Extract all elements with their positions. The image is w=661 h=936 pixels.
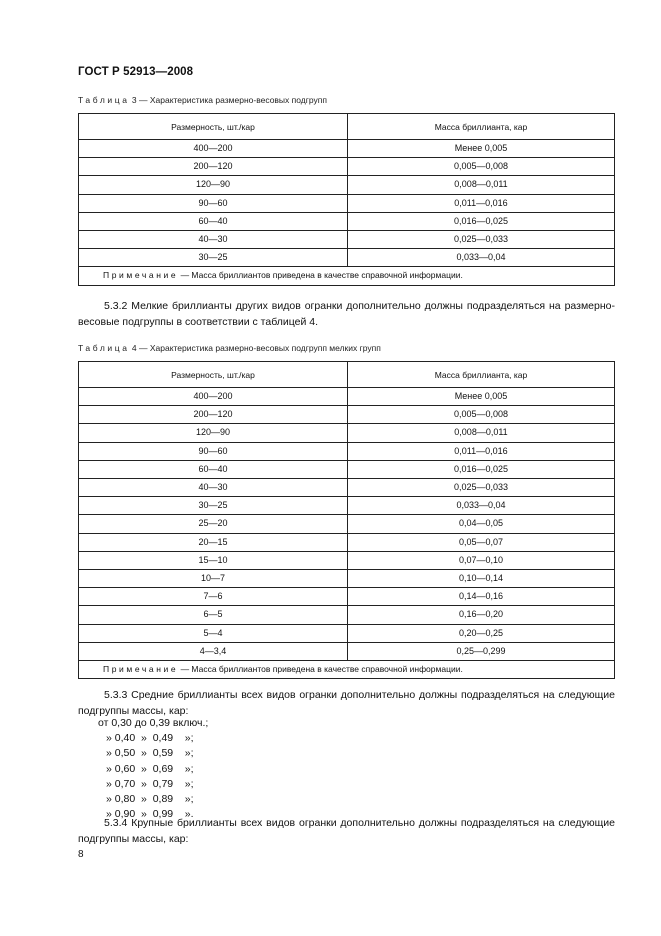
size-cell: 30—25 xyxy=(79,497,348,515)
table-row xyxy=(79,249,615,267)
paragraph-5-3-3: 5.3.3 Средние бриллианты всех видов огранки дополнительно должны подразделяться на следующие подгруппы массы, кар: xyxy=(78,689,615,717)
mass-cell: 0,033—0,04 xyxy=(348,249,615,267)
mass-cell: 0,07—0,10 xyxy=(348,551,615,569)
table-row xyxy=(79,570,615,588)
list-item: » 0,90 » 0,99 ». xyxy=(106,808,194,821)
note-text: — Масса бриллиантов приведена в качестве справочной информации. xyxy=(178,270,463,281)
table-header-row xyxy=(79,362,615,388)
paragraph-5-3-4: 5.3.4 Крупные бриллианты всех видов огранки дополнительно должны подразделяться на следующие подгруппы массы, кар: xyxy=(78,817,615,845)
mass-cell: 0,033—0,04 xyxy=(348,497,615,515)
table-row xyxy=(79,624,615,642)
table-note-row xyxy=(79,267,615,285)
table-4-caption xyxy=(78,343,381,353)
table-note xyxy=(79,267,615,285)
table-row xyxy=(79,231,615,249)
size-cell: 60—40 xyxy=(79,212,348,230)
table-row xyxy=(79,497,615,515)
size-cell: 10—7 xyxy=(79,570,348,588)
list-item: » 0,60 » 0,69 »; xyxy=(106,762,194,775)
note-label: Примечание xyxy=(103,664,179,675)
list-item: » 0,40 » 0,49 »; xyxy=(106,732,194,745)
table-note xyxy=(79,661,615,679)
table-row xyxy=(79,176,615,194)
mass-cell: 0,10—0,14 xyxy=(348,570,615,588)
table-row xyxy=(79,424,615,442)
size-cell: 400—200 xyxy=(79,140,348,158)
size-cell: 200—120 xyxy=(79,406,348,424)
size-cell: 30—25 xyxy=(79,249,348,267)
size-cell: 4—3,4 xyxy=(79,642,348,660)
mass-cell: 0,011—0,016 xyxy=(348,194,615,212)
mass-cell: 0,05—0,07 xyxy=(348,533,615,551)
list-item: » 0,80 » 0,89 »; xyxy=(106,793,194,806)
table-row xyxy=(79,551,615,569)
mass-cell: 0,25—0,299 xyxy=(348,642,615,660)
table-row xyxy=(79,642,615,660)
table-header-row xyxy=(79,114,615,140)
table-4-caption-text: 4 — Характеристика размерно-весовых подгрупп мелких групп xyxy=(129,343,381,353)
table-row xyxy=(79,140,615,158)
table-3-caption xyxy=(78,95,327,105)
table-row xyxy=(79,388,615,406)
table-row xyxy=(79,212,615,230)
table-3 xyxy=(78,113,615,286)
table-row xyxy=(79,442,615,460)
table-4 xyxy=(78,361,615,679)
table-row xyxy=(79,515,615,533)
mass-cell: 0,20—0,25 xyxy=(348,624,615,642)
list-item: » 0,50 » 0,59 »; xyxy=(106,747,194,760)
mass-cell: 0,016—0,025 xyxy=(348,460,615,478)
size-cell: 120—90 xyxy=(79,424,348,442)
size-cell: 40—30 xyxy=(79,479,348,497)
mass-cell: 0,025—0,033 xyxy=(348,479,615,497)
list-item: » 0,70 » 0,79 »; xyxy=(106,777,194,790)
size-cell: 15—10 xyxy=(79,551,348,569)
table-4-caption-word: Таблица xyxy=(78,343,130,353)
table-3-caption-text: 3 — Характеристика размерно-весовых подгрупп xyxy=(129,95,327,105)
mass-cell: Менее 0,005 xyxy=(348,140,615,158)
mass-cell: 0,005—0,008 xyxy=(348,158,615,176)
size-cell: 90—60 xyxy=(79,442,348,460)
column-header-size: Размерность, шт./кар xyxy=(79,114,348,140)
mass-cell: 0,14—0,16 xyxy=(348,588,615,606)
mass-cell: Менее 0,005 xyxy=(348,388,615,406)
table-note-row xyxy=(79,661,615,679)
column-header-mass: Масса бриллианта, кар xyxy=(348,114,615,140)
size-cell: 25—20 xyxy=(79,515,348,533)
size-cell: 40—30 xyxy=(79,231,348,249)
table-row xyxy=(79,533,615,551)
document-header: ГОСТ Р 52913—2008 xyxy=(78,66,194,78)
mass-cell: 0,005—0,008 xyxy=(348,406,615,424)
table-3-caption-word: Таблица xyxy=(78,95,130,105)
size-cell: 20—15 xyxy=(79,533,348,551)
table-row xyxy=(79,406,615,424)
size-cell: 200—120 xyxy=(79,158,348,176)
note-text: — Масса бриллиантов приведена в качестве справочной информации. xyxy=(178,664,463,675)
mass-cell: 0,011—0,016 xyxy=(348,442,615,460)
column-header-mass: Масса бриллианта, кар xyxy=(348,362,615,388)
mass-subgroup-list xyxy=(98,716,209,822)
table-row xyxy=(79,479,615,497)
table-row xyxy=(79,606,615,624)
table-row xyxy=(79,194,615,212)
paragraph-5-3-2: 5.3.2 Мелкие бриллианты других видов огранки дополнительно должны подразделяться на размерно-весовые подгруппы в соответствии с таблицей 4. xyxy=(78,300,615,328)
size-cell: 400—200 xyxy=(79,388,348,406)
page-number: 8 xyxy=(78,849,84,860)
mass-cell: 0,008—0,011 xyxy=(348,424,615,442)
size-cell: 5—4 xyxy=(79,624,348,642)
size-cell: 60—40 xyxy=(79,460,348,478)
table-row xyxy=(79,588,615,606)
size-cell: 90—60 xyxy=(79,194,348,212)
mass-cell: 0,04—0,05 xyxy=(348,515,615,533)
column-header-size: Размерность, шт./кар xyxy=(79,362,348,388)
list-item: от 0,30 до 0,39 включ.; xyxy=(98,717,209,729)
size-cell: 6—5 xyxy=(79,606,348,624)
table-row xyxy=(79,158,615,176)
size-cell: 120—90 xyxy=(79,176,348,194)
size-cell: 7—6 xyxy=(79,588,348,606)
mass-cell: 0,16—0,20 xyxy=(348,606,615,624)
note-label: Примечание xyxy=(103,270,179,281)
mass-cell: 0,025—0,033 xyxy=(348,231,615,249)
mass-cell: 0,008—0,011 xyxy=(348,176,615,194)
table-row xyxy=(79,460,615,478)
mass-cell: 0,016—0,025 xyxy=(348,212,615,230)
